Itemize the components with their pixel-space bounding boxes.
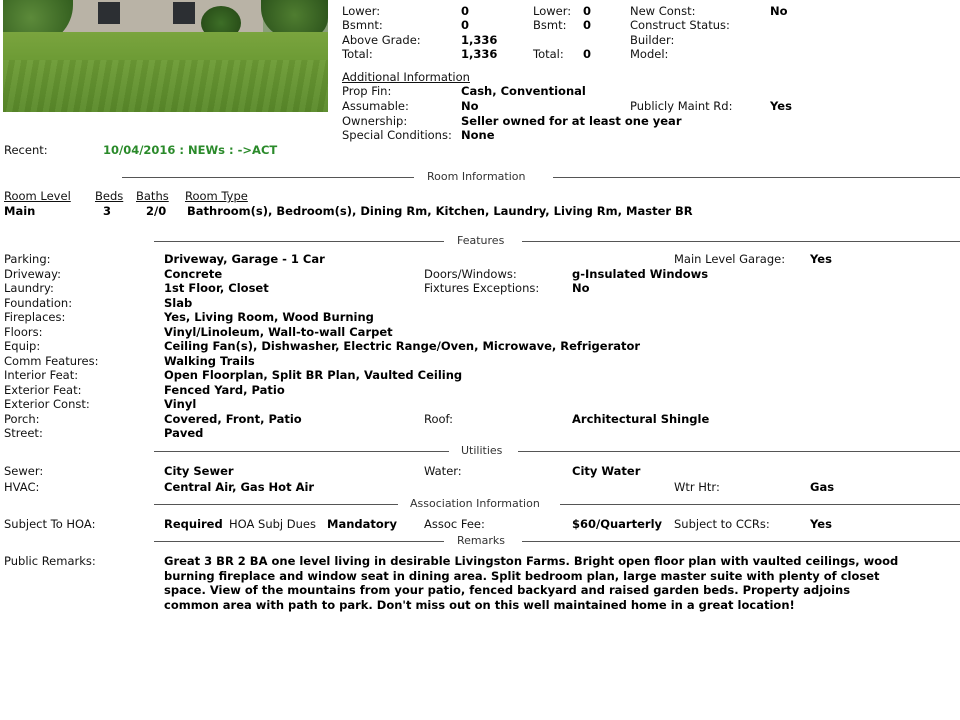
remarks-line: Great 3 BR 2 BA one level living in desirable Livingston Farms. Bright open floor plan with vaulted ceilings, wood <box>164 554 899 568</box>
total2-value: 0 <box>583 47 592 61</box>
wtr-htr-value: Gas <box>810 480 835 494</box>
hoa-label: Subject To HOA: <box>4 517 96 531</box>
hoa-dues-label: HOA Subj Dues <box>229 517 316 531</box>
fixtures-value: No <box>572 281 590 295</box>
room-level-cell: Main <box>4 204 36 218</box>
porch-value: Covered, Front, Patio <box>164 412 302 426</box>
features-title: Features <box>457 234 505 247</box>
above-grade-value: 1,336 <box>461 33 498 47</box>
assoc-fee-label: Assoc Fee: <box>424 517 485 531</box>
hoa-dues-value: Mandatory <box>327 517 397 531</box>
recent-value: 10/04/2016 : NEWs : ->ACT <box>103 143 278 157</box>
wtr-htr-label: Wtr Htr: <box>674 480 720 494</box>
exterior-feat-value: Fenced Yard, Patio <box>164 383 285 397</box>
lower-value: 0 <box>461 4 470 18</box>
exterior-const-value: Vinyl <box>164 397 197 411</box>
bsmnt2-value: 0 <box>583 18 592 32</box>
fireplaces-value: Yes, Living Room, Wood Burning <box>164 310 374 324</box>
main-garage-label: Main Level Garage: <box>674 252 786 266</box>
association-section-header <box>0 497 960 511</box>
street-label: Street: <box>4 426 43 440</box>
room-info-title: Room Information <box>427 170 526 183</box>
lower2-label: Lower: <box>533 4 572 18</box>
lower-label: Lower: <box>342 4 381 18</box>
recent-label: Recent: <box>4 143 48 157</box>
sewer-value: City Sewer <box>164 464 234 478</box>
fireplaces-label: Fireplaces: <box>4 310 66 324</box>
interior-value: Open Floorplan, Split BR Plan, Vaulted Ceiling <box>164 368 463 382</box>
special-label: Special Conditions: <box>342 128 452 142</box>
construct-status-label: Construct Status: <box>630 18 730 32</box>
interior-label: Interior Feat: <box>4 368 79 382</box>
equip-label: Equip: <box>4 339 41 353</box>
sewer-label: Sewer: <box>4 464 44 478</box>
ownership-label: Ownership: <box>342 114 408 128</box>
laundry-label: Laundry: <box>4 281 54 295</box>
bsmnt-label: Bsmnt: <box>342 18 383 32</box>
prop-fin-value: Cash, Conventional <box>461 84 586 98</box>
model-label: Model: <box>630 47 669 61</box>
bsmnt-value: 0 <box>461 18 470 32</box>
parking-value: Driveway, Garage - 1 Car <box>164 252 325 266</box>
bsmnt2-label: Bsmt: <box>533 18 567 32</box>
baths-header: Baths <box>136 189 169 203</box>
association-title: Association Information <box>410 497 540 510</box>
new-const-label: New Const: <box>630 4 696 18</box>
roof-label: Roof: <box>424 412 454 426</box>
additional-info-heading: Additional Information <box>342 70 470 84</box>
roof-value: Architectural Shingle <box>572 412 710 426</box>
porch-label: Porch: <box>4 412 40 426</box>
assoc-fee-value: $60/Quarterly <box>572 517 663 531</box>
comm-value: Walking Trails <box>164 354 255 368</box>
comm-label: Comm Features: <box>4 354 99 368</box>
builder-label: Builder: <box>630 33 675 47</box>
remarks-line: common area with path to park. Don't miss out on this well maintained home in a great location! <box>164 598 795 612</box>
lower2-value: 0 <box>583 4 592 18</box>
hvac-value: Central Air, Gas Hot Air <box>164 480 315 494</box>
public-rd-value: Yes <box>770 99 792 113</box>
doors-label: Doors/Windows: <box>424 267 517 281</box>
exterior-feat-label: Exterior Feat: <box>4 383 82 397</box>
beds-cell: 3 <box>103 204 112 218</box>
total2-label: Total: <box>533 47 564 61</box>
equip-value: Ceiling Fan(s), Dishwasher, Electric Range/Oven, Microwave, Refrigerator <box>164 339 641 353</box>
property-photo <box>3 0 328 112</box>
main-garage-value: Yes <box>810 252 832 266</box>
total-label: Total: <box>342 47 373 61</box>
room-type-header: Room Type <box>185 189 248 203</box>
floors-label: Floors: <box>4 325 43 339</box>
special-value: None <box>461 128 495 142</box>
fixtures-label: Fixtures Exceptions: <box>424 281 540 295</box>
driveway-label: Driveway: <box>4 267 61 281</box>
parking-label: Parking: <box>4 252 51 266</box>
above-grade-label: Above Grade: <box>342 33 421 47</box>
utilities-title: Utilities <box>461 444 503 457</box>
doors-value: g-Insulated Windows <box>572 267 709 281</box>
water-value: City Water <box>572 464 641 478</box>
room-info-section-header <box>0 170 960 184</box>
new-const-value: No <box>770 4 788 18</box>
foundation-label: Foundation: <box>4 296 73 310</box>
total-value: 1,336 <box>461 47 498 61</box>
exterior-const-label: Exterior Const: <box>4 397 90 411</box>
remarks-line: burning fireplace and window seat in dining area. Split bedroom plan, large master suite with plenty of closet <box>164 569 880 583</box>
hoa-value: Required <box>164 517 223 531</box>
remarks-title: Remarks <box>457 534 505 547</box>
features-section-header <box>0 234 960 248</box>
public-remarks-label: Public Remarks: <box>4 554 96 568</box>
assumable-label: Assumable: <box>342 99 409 113</box>
public-rd-label: Publicly Maint Rd: <box>630 99 733 113</box>
remarks-section-header <box>0 534 960 548</box>
baths-cell: 2/0 <box>146 204 167 218</box>
assumable-value: No <box>461 99 479 113</box>
laundry-value: 1st Floor, Closet <box>164 281 269 295</box>
foundation-value: Slab <box>164 296 193 310</box>
street-value: Paved <box>164 426 204 440</box>
room-level-header: Room Level <box>4 189 71 203</box>
beds-header: Beds <box>95 189 124 203</box>
remarks-line: space. View of the mountains from your patio, fenced backyard and raised garden beds. Property adjoins <box>164 583 851 597</box>
driveway-value: Concrete <box>164 267 223 281</box>
utilities-section-header <box>0 444 960 458</box>
water-label: Water: <box>424 464 462 478</box>
ccrs-value: Yes <box>810 517 832 531</box>
ownership-value: Seller owned for at least one year <box>461 114 682 128</box>
prop-fin-label: Prop Fin: <box>342 84 392 98</box>
floors-value: Vinyl/Linoleum, Wall-to-wall Carpet <box>164 325 393 339</box>
room-type-cell: Bathroom(s), Bedroom(s), Dining Rm, Kitchen, Laundry, Living Rm, Master BR <box>187 204 693 218</box>
hvac-label: HVAC: <box>4 480 40 494</box>
ccrs-label: Subject to CCRs: <box>674 517 770 531</box>
